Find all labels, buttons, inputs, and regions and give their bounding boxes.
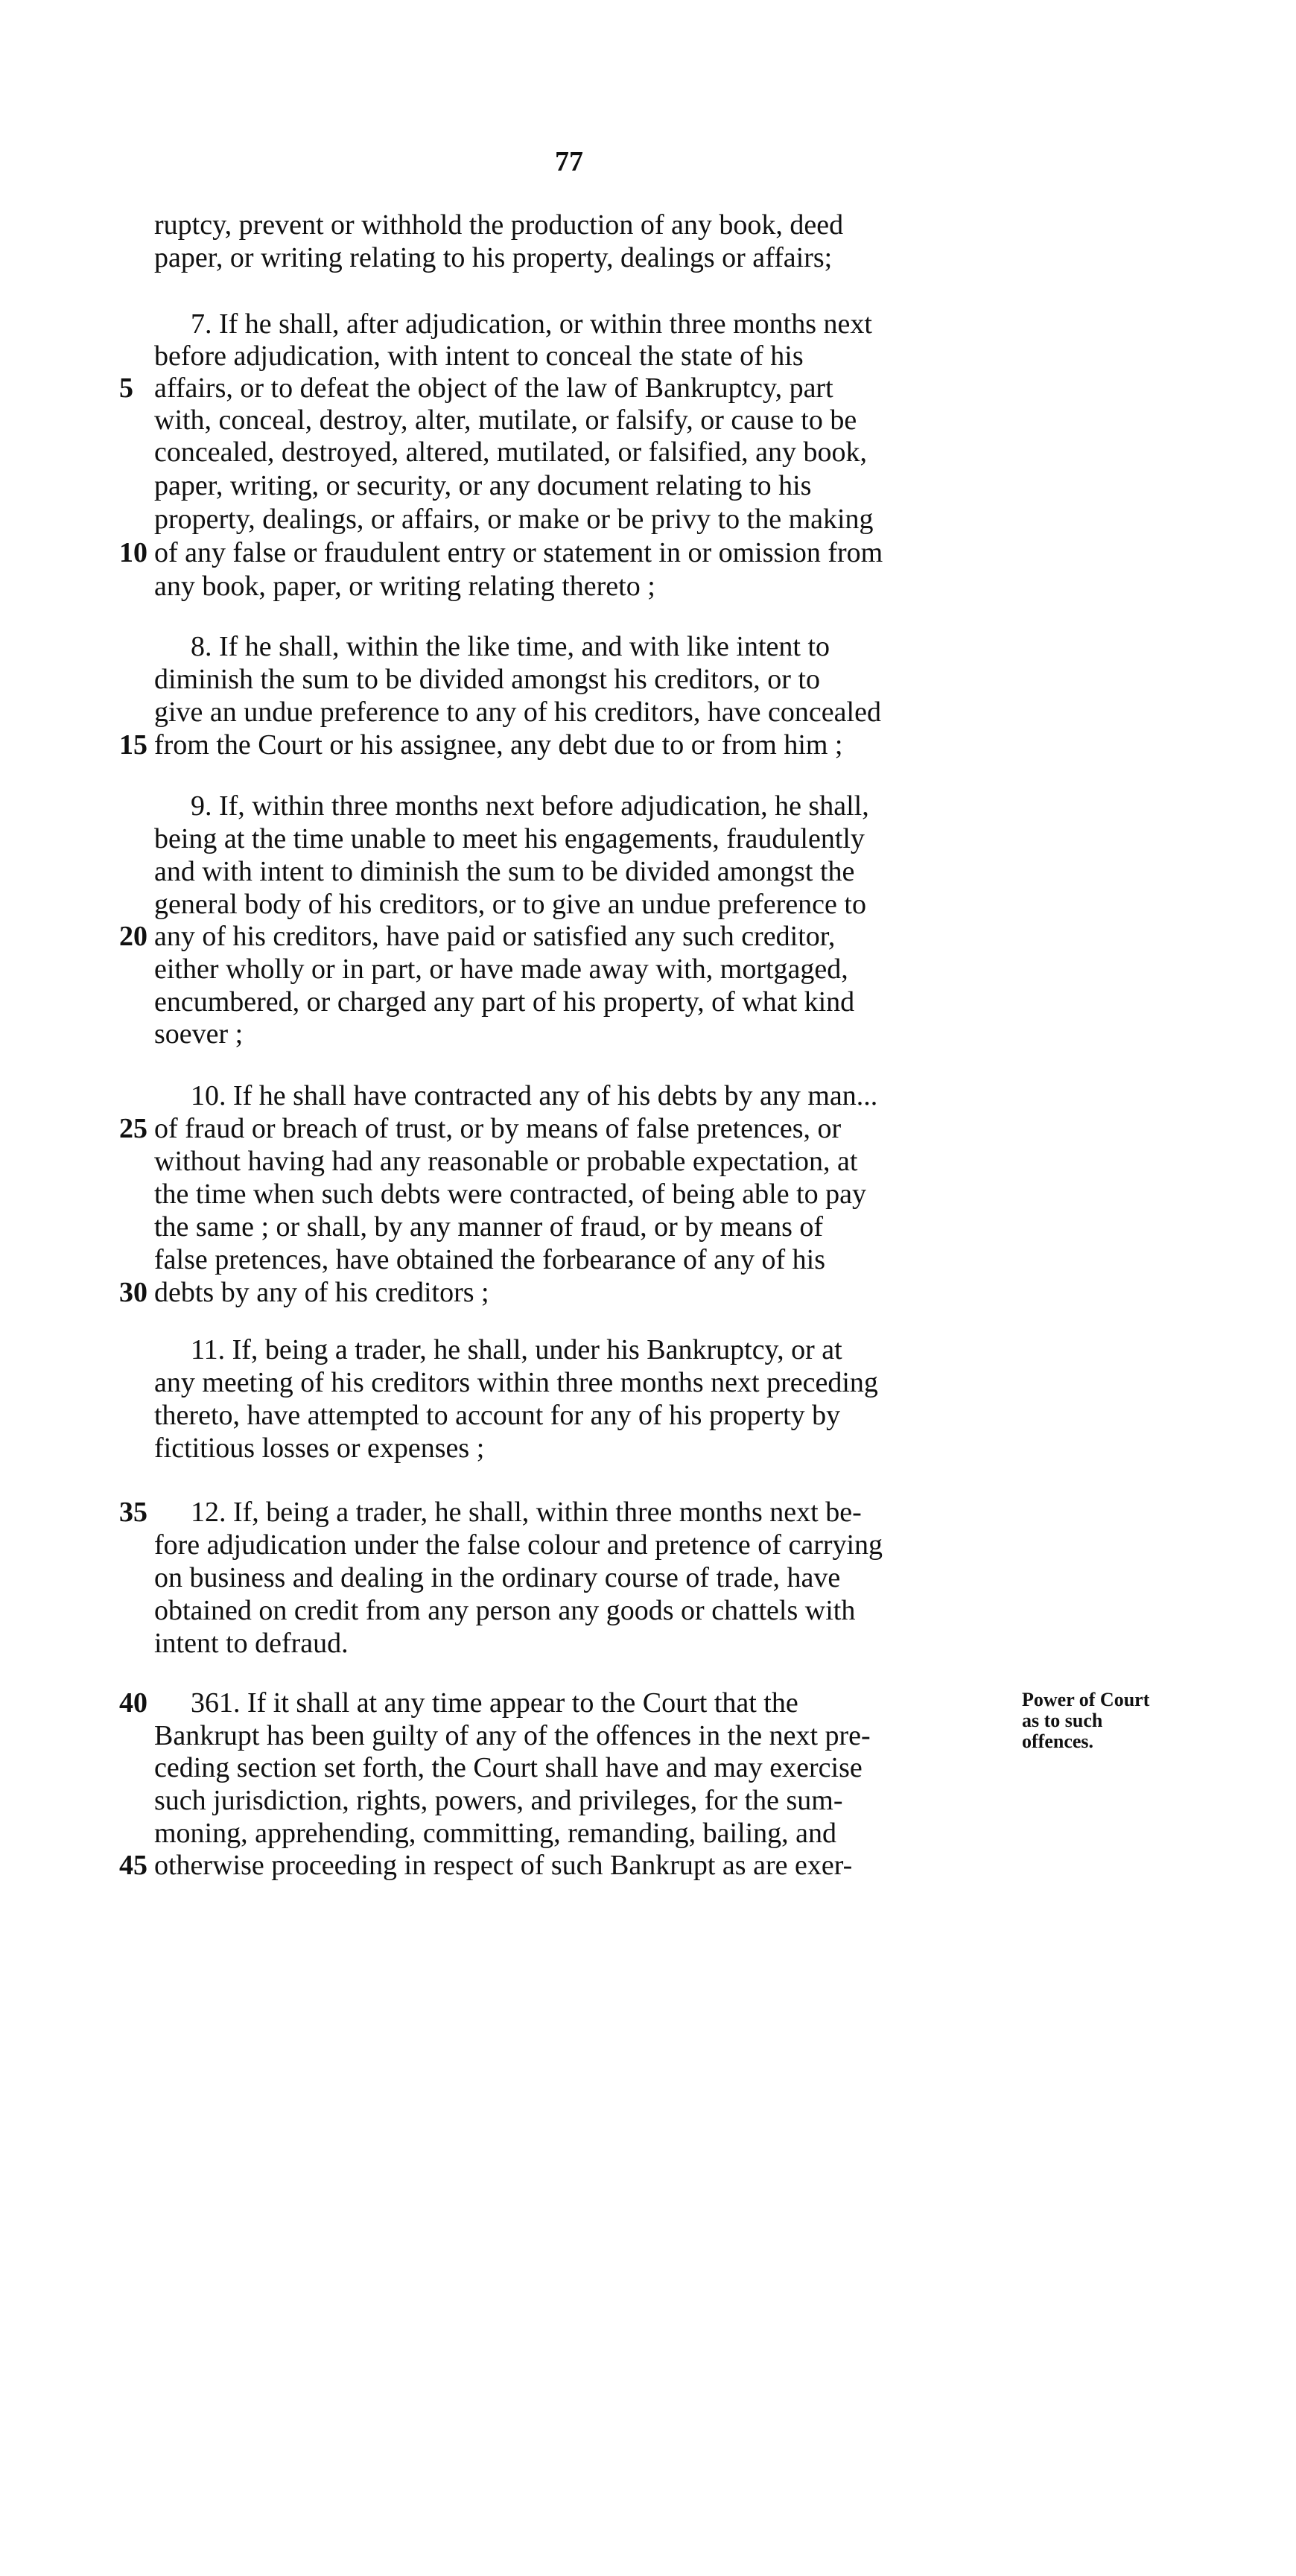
text-line: fictitious losses or expenses ;	[154, 1433, 485, 1464]
text-line: any book, paper, or writing relating thereto ;	[154, 571, 655, 602]
line-number-30: 30	[119, 1277, 147, 1308]
text-line: either wholly or in part, or have made away with, mortgaged,	[154, 954, 848, 985]
text-line: before adjudication, with intent to conceal the state of his	[154, 340, 804, 372]
text-line: without having had any reasonable or probable expectation, at	[154, 1146, 858, 1177]
text-line: 9. If, within three months next before adjudication, he shall,	[191, 790, 869, 822]
text-line: any meeting of his creditors within three months next preceding	[154, 1367, 878, 1398]
text-line: debts by any of his creditors ;	[154, 1277, 489, 1308]
line-number-35: 35	[119, 1497, 147, 1528]
line-number-5: 5	[119, 372, 133, 404]
text-line: obtained on credit from any person any goods or chattels with	[154, 1595, 856, 1626]
text-line: intent to defraud.	[154, 1628, 349, 1659]
line-number-45: 45	[119, 1850, 147, 1881]
text-line: from the Court or his assignee, any debt due to or from him ;	[154, 729, 843, 761]
text-line: thereto, have attempted to account for any of his property by	[154, 1400, 841, 1431]
text-line: paper, or writing relating to his property, dealings or affairs;	[154, 242, 833, 273]
text-line: concealed, destroyed, altered, mutilated, or falsified, any book,	[154, 437, 868, 468]
text-line: on business and dealing in the ordinary course of trade, have	[154, 1562, 841, 1593]
text-line: general body of his creditors, or to give an undue preference to	[154, 889, 866, 920]
text-line: 361. If it shall at any time appear to the Court that the	[191, 1687, 798, 1719]
text-line: of fraud or breach of trust, or by means of false pretences, or	[154, 1113, 842, 1144]
text-line: otherwise proceeding in respect of such Bankrupt as are exer-	[154, 1850, 853, 1881]
line-number-10: 10	[119, 537, 147, 568]
text-line: the same ; or shall, by any manner of fraud, or by means of	[154, 1211, 824, 1243]
line-number-20: 20	[119, 921, 147, 952]
text-line: encumbered, or charged any part of his property, of what kind	[154, 986, 855, 1018]
text-line: soever ;	[154, 1018, 244, 1050]
text-line: being at the time unable to meet his engagements, fraudulently	[154, 823, 865, 854]
text-line: paper, writing, or security, or any document relating to his	[154, 470, 812, 501]
line-number-15: 15	[119, 729, 147, 761]
text-line: the time when such debts were contracted, of being able to pay	[154, 1178, 866, 1210]
text-line: affairs, or to defeat the object of the law of Bankruptcy, part	[154, 372, 833, 404]
text-line: of any false or fraudulent entry or statement in or omission from	[154, 537, 883, 568]
text-line: fore adjudication under the false colour and pretence of carrying	[154, 1529, 883, 1561]
text-line: ceding section set forth, the Court shall have and may exercise	[154, 1752, 863, 1783]
text-line: 7. If he shall, after adjudication, or within three months next	[191, 308, 872, 340]
line-number-25: 25	[119, 1113, 147, 1144]
margin-note-line: Power of Court	[1022, 1689, 1150, 1710]
text-line: diminish the sum to be divided amongst his creditors, or to	[154, 664, 820, 695]
text-line: ruptcy, prevent or withhold the production of any book, deed	[154, 209, 844, 241]
text-line: 12. If, being a trader, he shall, within three months next be-	[191, 1497, 862, 1528]
text-line: with, conceal, destroy, alter, mutilate, or falsify, or cause to be	[154, 405, 857, 436]
text-line: 8. If he shall, within the like time, and with like intent to	[191, 631, 830, 662]
text-line: property, dealings, or affairs, or make or be privy to the making	[154, 504, 874, 535]
text-line: 10. If he shall have contracted any of his debts by any man...	[191, 1080, 878, 1111]
text-line: Bankrupt has been guilty of any of the offences in the next pre-	[154, 1720, 871, 1751]
text-line: moning, apprehending, committing, remanding, bailing, and	[154, 1818, 837, 1849]
text-line: any of his creditors, have paid or satisfied any such creditor,	[154, 921, 836, 952]
text-line: and with intent to diminish the sum to be divided amongst the	[154, 856, 855, 887]
margin-note-line: as to such	[1022, 1710, 1103, 1731]
page-number: 77	[555, 146, 583, 177]
margin-note-line: offences.	[1022, 1730, 1094, 1752]
line-number-40: 40	[119, 1687, 147, 1719]
text-line: such jurisdiction, rights, powers, and privileges, for the sum-	[154, 1785, 843, 1816]
margin-note	[1022, 1690, 1189, 1752]
text-line: 11. If, being a trader, he shall, under his Bankruptcy, or at	[191, 1334, 842, 1365]
text-line: give an undue preference to any of his creditors, have concealed	[154, 697, 881, 728]
text-line: false pretences, have obtained the forbearance of any of his	[154, 1244, 826, 1275]
